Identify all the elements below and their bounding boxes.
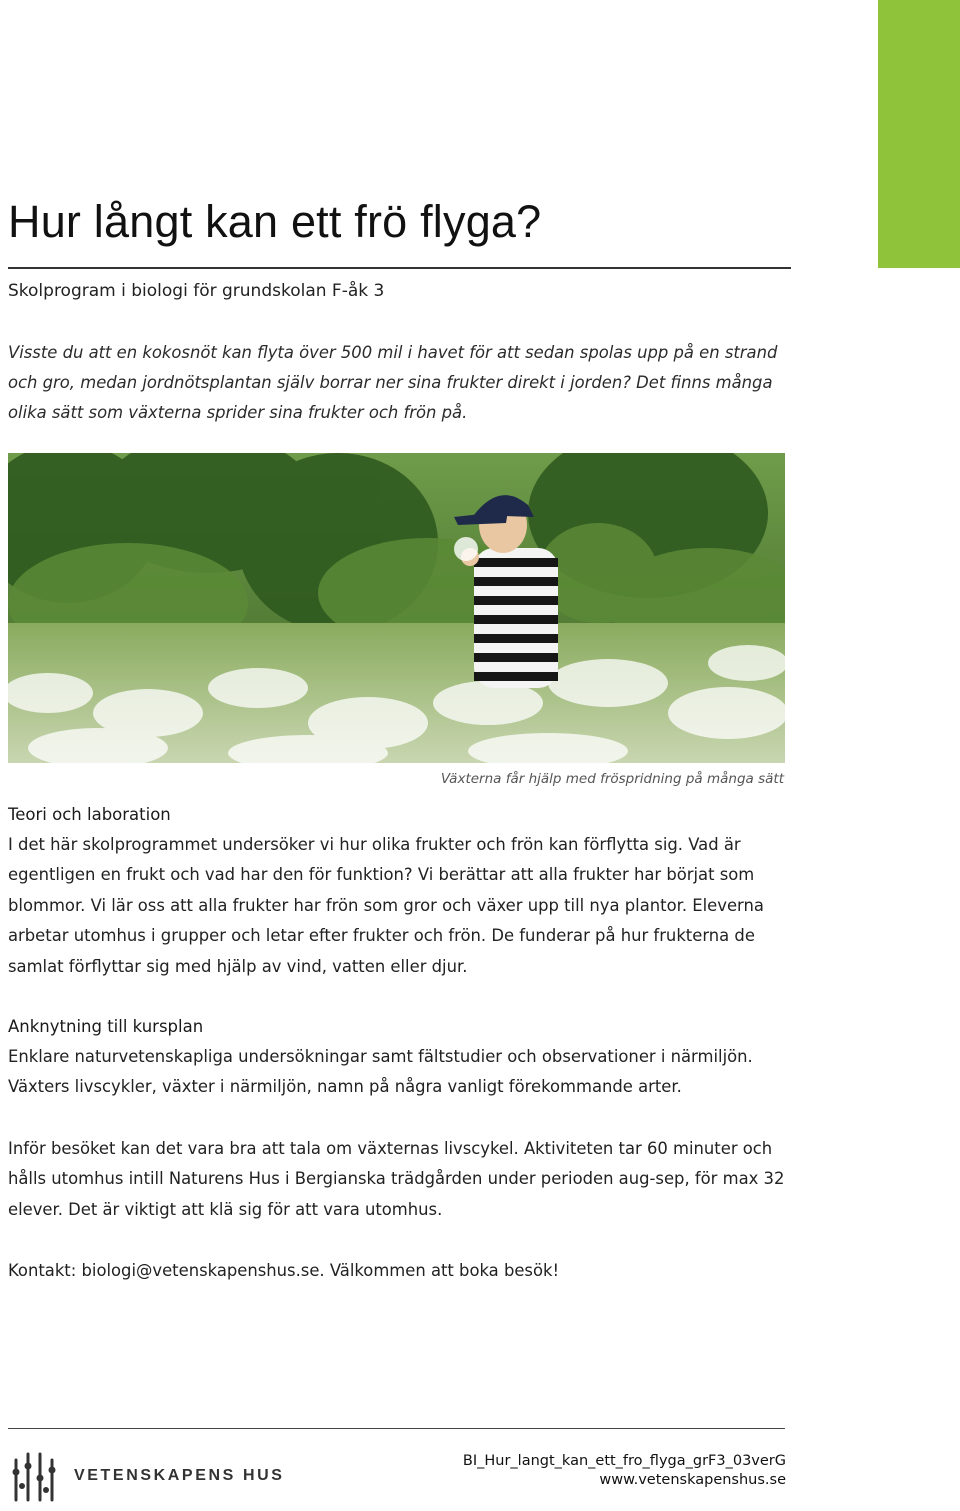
page-subtitle: Skolprogram i biologi för grundskolan F-åk 3 [8, 281, 385, 301]
meadow-photo [8, 453, 785, 763]
before-visit-text: kan det vara bra att tala om växternas livscykel. Aktiviteten tar 60 minuter och hålls utomhus intill Naturens Hus i Bergianska trädgården under perioden aug-sep, för max 32 elever. Det är viktigt att klä sig för att vara utomhus. [8, 1139, 785, 1219]
title-divider [8, 267, 791, 269]
page-title: Hur långt kan ett frö flyga? [8, 196, 542, 247]
theory-paragraph: I det här skolprogrammet undersöker vi hur olika frukter och frön kan förflytta sig. Vad är egentligen en frukt och vad har den för funktion? Vi berättar att alla frukter har börjat som blommor. Vi lär oss att alla frukter har frön som gror och växer upp till nya plantor. Eleverna arbetar utomhus i grupper och letar efter frukter och frön. De funderar på hur frukterna de samlat förflyttar sig med hjälp av vind, vatten eller djur. [8, 835, 764, 976]
logo-mark-icon [8, 1450, 64, 1506]
green-accent-tab [878, 0, 960, 268]
curriculum-paragraph: Enklare naturvetenskapliga undersökningar samt fältstudier och observationer i närmiljön. Växters livscykler, växter i närmiljön, namn på några vanligt förekommande arter. [8, 1047, 753, 1097]
website-link[interactable]: www.vetenskapenshus.se [599, 1472, 786, 1488]
contact-paragraph [8, 1256, 798, 1286]
theory-heading: Teori och laboration [8, 805, 171, 824]
curriculum-heading: Anknytning till kursplan [8, 1017, 204, 1036]
before-visit-paragraph [8, 1134, 798, 1225]
before-visit-lead: Inför besöket [8, 1139, 116, 1158]
document-id: BI_Hur_langt_kan_ett_fro_flyga_grF3_03verG [462, 1453, 786, 1469]
logo-text: VETENSKAPENS HUS [74, 1467, 285, 1484]
photo-caption: Växterna får hjälp med fröspridning på många sätt [440, 771, 784, 787]
intro-paragraph: Visste du att en kokosnöt kan flyta över 500 mil i havet för att sedan spolas upp på en strand och gro, medan jordnötsplantan själv borrar ner sina frukter direkt i jorden? Det finns många olika sätt som växterna sprider sina frukter och frön på. [8, 343, 778, 422]
contact-text: : biologi@vetenskapenshus.se. Välkommen att boka besök! [70, 1261, 560, 1280]
footer-divider [8, 1428, 785, 1429]
vetenskapens-hus-logo [8, 1450, 285, 1506]
contact-lead: Kontakt [8, 1261, 71, 1280]
footer-info [463, 1452, 786, 1490]
